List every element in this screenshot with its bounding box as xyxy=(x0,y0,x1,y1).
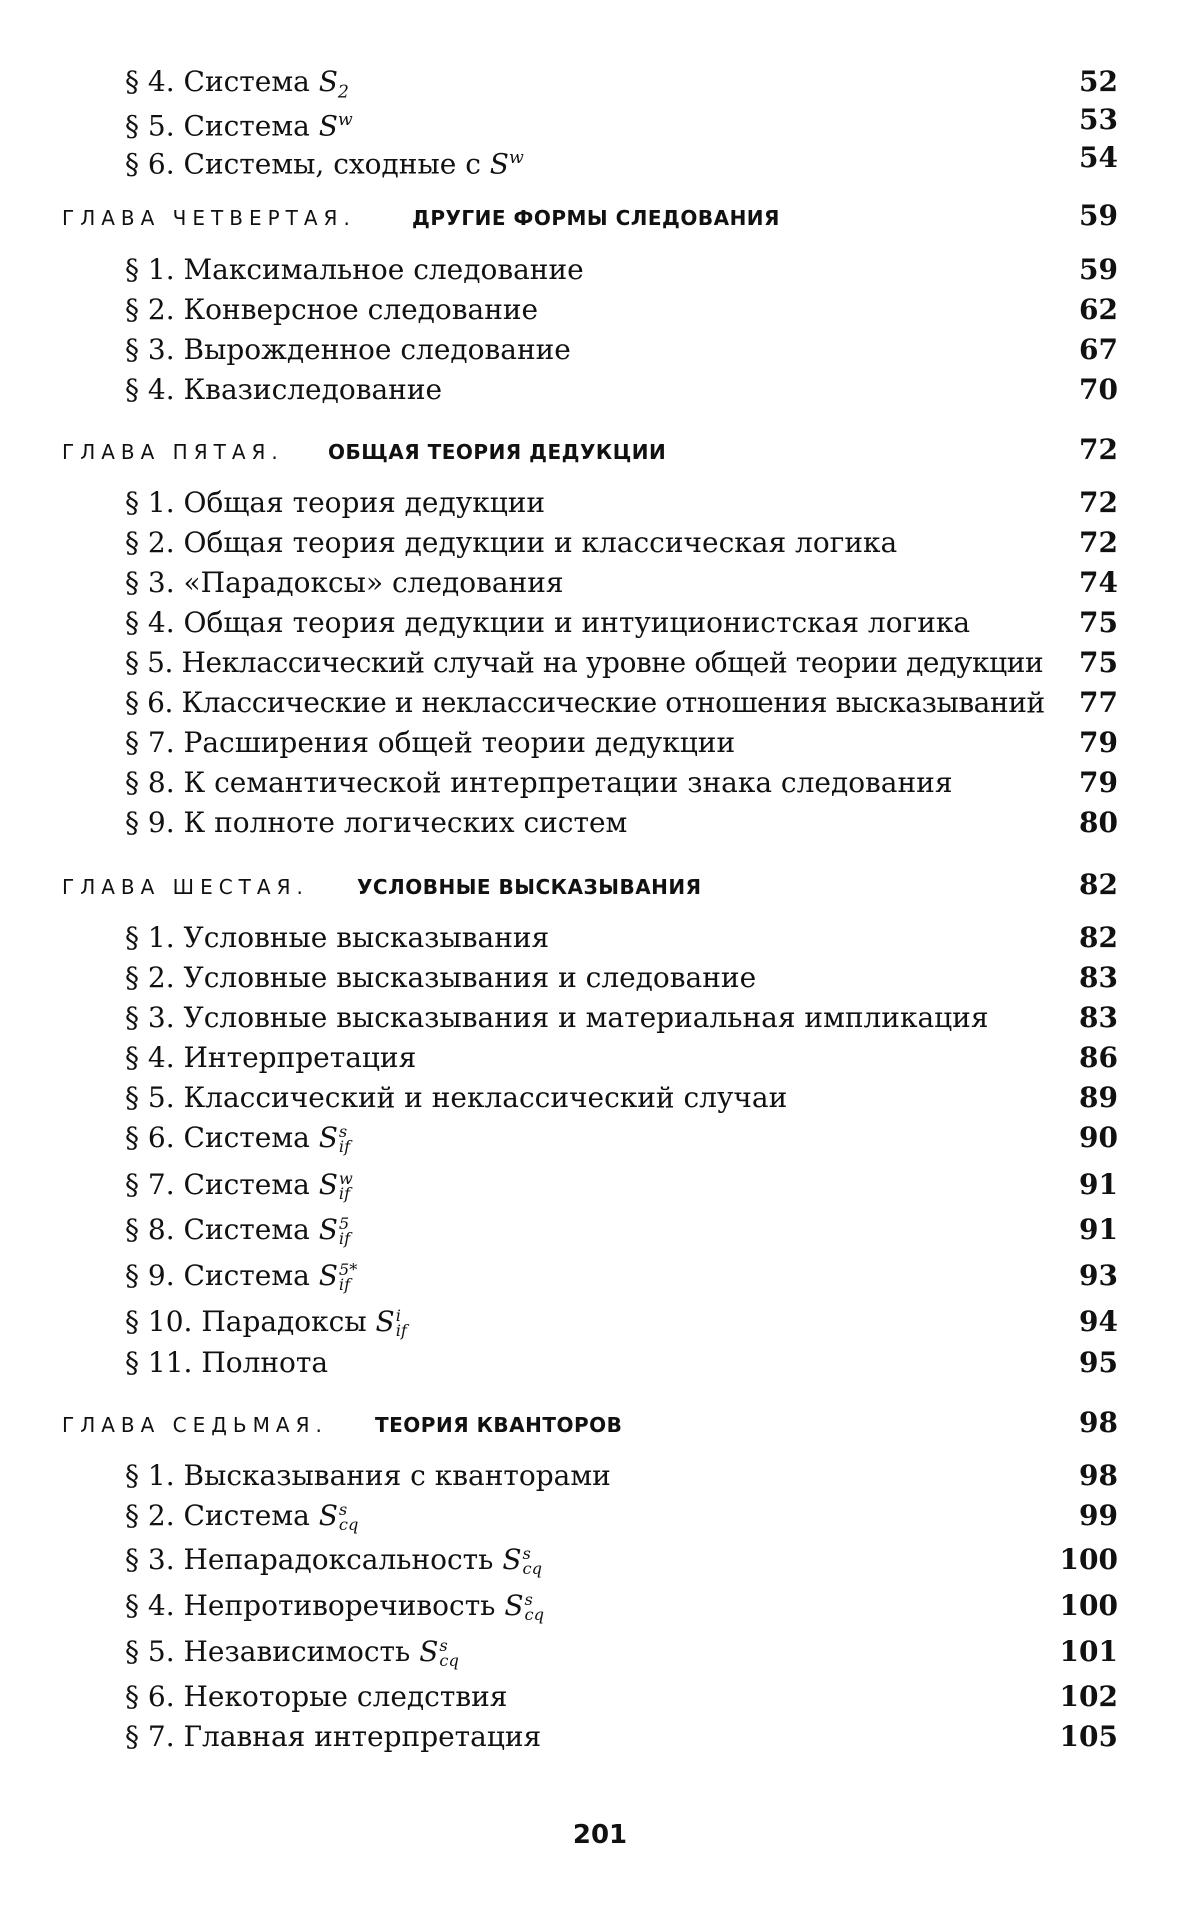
toc-entry-text: § 8. К семантической интерпретации знака следования xyxy=(125,766,953,799)
chapter-heading xyxy=(0,430,1200,470)
toc-page-number: 98 xyxy=(1079,1459,1118,1492)
toc-entry-text: § 4. Система xyxy=(125,65,319,98)
chapter-heading xyxy=(0,865,1200,905)
toc-entry xyxy=(0,1210,1200,1250)
toc-page-number: 94 xyxy=(1079,1305,1118,1338)
toc-entry xyxy=(0,1677,1200,1717)
toc-entry-title xyxy=(125,1169,353,1201)
toc-entry-text: § 6. Некоторые следствия xyxy=(125,1680,508,1713)
toc-page-number: 52 xyxy=(1079,65,1118,98)
toc-entry-text: § 6. Классические и неклассические отношения высказываний xyxy=(125,686,1045,719)
toc-entry xyxy=(0,1456,1200,1496)
toc-entry-title xyxy=(125,142,524,180)
toc-entry xyxy=(0,603,1200,643)
toc-entry-text: § 1. Общая теория дедукции xyxy=(125,486,546,519)
toc-page-number: 89 xyxy=(1079,1081,1118,1114)
toc-entry-title xyxy=(125,1636,459,1668)
symbol-subscript: cq xyxy=(338,1514,359,1534)
toc-page-number: 77 xyxy=(1079,686,1118,719)
symbol-subscript: cq xyxy=(524,1604,545,1624)
toc-page-number: 70 xyxy=(1079,373,1118,406)
toc-page-number: 90 xyxy=(1079,1121,1118,1154)
system-symbol: S xyxy=(504,1589,524,1622)
toc-entry xyxy=(0,1118,1200,1158)
toc-page-number: 79 xyxy=(1079,766,1118,799)
chapter-label: ГЛАВА ЧЕТВЕРТАЯ. xyxy=(62,206,356,230)
toc-page-number: 93 xyxy=(1079,1259,1118,1292)
toc-entry xyxy=(0,998,1200,1038)
toc-entry xyxy=(0,1586,1200,1626)
toc-page-number: 75 xyxy=(1079,606,1118,639)
toc-entry-text: § 4. Интерпретация xyxy=(125,1041,417,1074)
toc-entry-title xyxy=(125,1460,611,1492)
toc-entry-text: § 3. Непарадоксальность xyxy=(125,1543,503,1576)
toc-page-number: 82 xyxy=(1079,921,1118,954)
toc-entry-text: § 3. «Парадоксы» следования xyxy=(125,566,564,599)
chapter-page-number: 82 xyxy=(1079,868,1118,901)
system-symbol: S xyxy=(375,1305,395,1338)
symbol-indices xyxy=(338,1213,351,1248)
toc-entry xyxy=(0,1632,1200,1672)
page-number: 201 xyxy=(572,1820,628,1850)
toc-entry-title xyxy=(125,647,1043,679)
chapter-label: ГЛАВА СЕДЬМАЯ. xyxy=(62,1413,328,1437)
symbol-indices xyxy=(338,1499,359,1534)
toc-entry xyxy=(0,138,1200,181)
toc-entry-title xyxy=(125,294,538,326)
toc-entry-title xyxy=(125,1214,350,1246)
symbol-indices xyxy=(395,1305,407,1340)
toc-entry-text: § 2. Система xyxy=(125,1499,319,1532)
toc-entry xyxy=(0,1496,1200,1536)
symbol-superscript: w xyxy=(337,110,353,130)
toc-entry-title xyxy=(125,254,584,286)
symbol-superscript: 5* xyxy=(338,1259,358,1279)
symbol-superscript: w xyxy=(508,148,524,168)
symbol-superscript: s xyxy=(522,1543,531,1563)
toc-entry xyxy=(0,1038,1200,1078)
chapter-heading xyxy=(0,196,1200,236)
symbol-subscript: if xyxy=(338,1274,351,1294)
chapter-label: ГЛАВА ШЕСТАЯ. xyxy=(62,875,309,899)
toc-entry-title xyxy=(125,767,953,799)
toc-entry-text: § 5. Независимость xyxy=(125,1635,420,1668)
toc-entry-title xyxy=(125,487,545,519)
toc-entry-text: § 7. Главная интерпретация xyxy=(125,1720,542,1753)
toc-entry xyxy=(0,250,1200,290)
toc-entry xyxy=(0,563,1200,603)
symbol-subscript: cq xyxy=(522,1558,543,1578)
toc-entry-title xyxy=(125,1082,787,1114)
chapter-heading xyxy=(0,1403,1200,1443)
toc-entry-text: § 7. Система xyxy=(125,1168,319,1201)
system-symbol: S xyxy=(318,1499,338,1532)
symbol-indices xyxy=(439,1635,459,1670)
system-symbol: S xyxy=(318,1259,338,1292)
symbol-subscript: if xyxy=(338,1183,351,1203)
toc-page-number: 62 xyxy=(1079,293,1118,326)
toc-entry-title xyxy=(125,1306,407,1338)
chapter-title: УСЛОВНЫЕ ВЫСКАЗЫВАНИЯ xyxy=(357,875,702,899)
toc-entry-text: § 2. Конверсное следование xyxy=(125,293,539,326)
toc-entry-title xyxy=(125,607,970,639)
toc-entry xyxy=(0,483,1200,523)
system-symbol: S xyxy=(318,1213,338,1246)
toc-page-number: 72 xyxy=(1079,486,1118,519)
toc-entry-text: § 6. Система xyxy=(125,1121,319,1154)
toc-page-number: 102 xyxy=(1059,1680,1118,1713)
toc-entry xyxy=(0,1343,1200,1383)
toc-entry-title xyxy=(125,962,756,994)
toc-entry xyxy=(0,1165,1200,1205)
system-symbol: S xyxy=(489,147,509,181)
toc-page-number: 100 xyxy=(1059,1543,1118,1576)
toc-page-number: 80 xyxy=(1079,806,1118,839)
toc-entry-text: § 1. Условные высказывания xyxy=(125,921,550,954)
toc-page-number: 95 xyxy=(1079,1346,1118,1379)
toc-entry xyxy=(0,958,1200,998)
toc-entry-title xyxy=(125,687,1045,719)
chapter-page-number: 72 xyxy=(1079,433,1118,466)
symbol-indices xyxy=(338,1259,358,1294)
toc-entry-title xyxy=(125,1260,357,1292)
system-symbol: S xyxy=(318,1168,338,1201)
toc-entry-text: § 11. Полнота xyxy=(125,1346,329,1379)
toc-entry-title xyxy=(125,1590,544,1622)
toc-page-number: 101 xyxy=(1059,1635,1118,1668)
toc-entry-title xyxy=(125,1544,542,1576)
toc-page-number: 99 xyxy=(1079,1499,1118,1532)
toc-entry-text: § 5. Неклассический случай на уровне общей теории дедукции xyxy=(125,646,1044,679)
toc-entry-title xyxy=(125,727,735,759)
toc-entry-text: § 10. Парадоксы xyxy=(125,1305,376,1338)
toc-page-number: 83 xyxy=(1079,961,1118,994)
toc-entry xyxy=(0,1717,1200,1757)
system-symbol: S xyxy=(318,109,338,143)
toc-entry-title xyxy=(125,1347,328,1379)
toc-entry-text: § 4. Квазиследование xyxy=(125,373,443,406)
toc-entry-text: § 8. Система xyxy=(125,1213,319,1246)
chapter-label: ГЛАВА ПЯТАЯ. xyxy=(62,440,284,464)
toc-page-number: 54 xyxy=(1079,141,1118,174)
toc-page-number: 100 xyxy=(1059,1589,1118,1622)
symbol-superscript: s xyxy=(338,1121,348,1141)
chapter-title: ТЕОРИЯ КВАНТОРОВ xyxy=(375,1413,623,1437)
symbol-superscript: 5 xyxy=(338,1213,350,1233)
toc-entry xyxy=(0,290,1200,330)
toc-entry-text: § 3. Условные высказывания и материальная импликация xyxy=(125,1001,989,1034)
toc-entry-text: § 3. Вырожденное следование xyxy=(125,333,571,366)
symbol-superscript: s xyxy=(439,1635,448,1655)
toc-entry-text: § 5. Система xyxy=(125,109,319,143)
chapter-page-number: 98 xyxy=(1079,1406,1118,1439)
toc-entry xyxy=(0,763,1200,803)
symbol-indices xyxy=(522,1543,543,1578)
symbol-indices xyxy=(338,1121,351,1156)
chapter-title: ОБЩАЯ ТЕОРИЯ ДЕДУКЦИИ xyxy=(328,440,667,464)
toc-entry-text: § 4. Общая теория дедукции и интуиционистская логика xyxy=(125,606,971,639)
system-symbol: S xyxy=(419,1635,439,1668)
symbol-subscript: if xyxy=(338,1136,351,1156)
toc-page-number: 91 xyxy=(1079,1213,1118,1246)
toc-entry-title xyxy=(125,374,442,406)
toc-entry-title xyxy=(125,1500,358,1532)
system-symbol: S xyxy=(318,1121,338,1154)
toc-entry-title xyxy=(125,1042,416,1074)
toc-entry-title xyxy=(125,104,353,142)
symbol-subscript: 2 xyxy=(337,82,349,103)
toc-entry-title xyxy=(125,922,549,954)
toc-entry xyxy=(0,370,1200,410)
toc-page-number: 91 xyxy=(1079,1168,1118,1201)
toc-entry xyxy=(0,803,1200,843)
toc-entry-text: § 2. Общая теория дедукции и классическая логика xyxy=(125,526,898,559)
toc-entry-title xyxy=(125,1681,507,1713)
toc-entry-title xyxy=(125,567,564,599)
symbol-superscript: w xyxy=(338,1168,353,1188)
toc-entry xyxy=(0,643,1200,683)
toc-entry-text: § 9. Система xyxy=(125,1259,319,1292)
toc-entry-text: § 5. Классический и неклассический случаи xyxy=(125,1081,788,1114)
toc-entry xyxy=(0,1078,1200,1118)
system-symbol: S xyxy=(318,65,338,98)
toc-entry-title xyxy=(125,1122,350,1154)
toc-page-number: 83 xyxy=(1079,1001,1118,1034)
toc-page-number: 86 xyxy=(1079,1041,1118,1074)
toc-page-number: 67 xyxy=(1079,333,1118,366)
toc-entry-text: § 4. Непротиворечивость xyxy=(125,1589,505,1622)
toc-entry xyxy=(0,62,1200,102)
toc-entry-text: § 7. Расширения общей теории дедукции xyxy=(125,726,736,759)
toc-entry xyxy=(0,683,1200,723)
toc-entry-text: § 2. Условные высказывания и следование xyxy=(125,961,757,994)
symbol-superscript: s xyxy=(338,1499,348,1519)
toc-page-number: 53 xyxy=(1079,103,1118,136)
symbol-superscript: s xyxy=(524,1589,533,1609)
toc-entry xyxy=(0,1540,1200,1580)
symbol-subscript: if xyxy=(338,1228,351,1248)
toc-page-number: 75 xyxy=(1079,646,1118,679)
toc-entry-text: § 9. К полноте логических систем xyxy=(125,806,628,839)
toc-page-number: 79 xyxy=(1079,726,1118,759)
toc-page-number: 74 xyxy=(1079,566,1118,599)
toc-entry xyxy=(0,918,1200,958)
toc-entry-text: § 1. Высказывания с кванторами xyxy=(125,1459,611,1492)
toc-entry-title xyxy=(125,527,897,559)
toc-page-number: 59 xyxy=(1079,253,1118,286)
toc-entry-title xyxy=(125,1721,541,1753)
toc-entry xyxy=(0,1302,1200,1342)
system-symbol: S xyxy=(502,1543,522,1576)
symbol-subscript: cq xyxy=(439,1650,459,1670)
symbol-indices xyxy=(524,1589,545,1624)
symbol-superscript: i xyxy=(395,1305,401,1325)
toc-entry xyxy=(0,330,1200,370)
toc-entry-title xyxy=(125,334,571,366)
chapter-page-number: 59 xyxy=(1079,199,1118,232)
toc-page-number: 72 xyxy=(1079,526,1118,559)
toc-entry-title xyxy=(125,807,627,839)
toc-entry xyxy=(0,523,1200,563)
toc-entry xyxy=(0,1256,1200,1296)
toc-entry-title xyxy=(125,1002,989,1034)
toc-entry xyxy=(0,723,1200,763)
chapter-title: ДРУГИЕ ФОРМЫ СЛЕДОВАНИЯ xyxy=(412,206,780,230)
toc-entry xyxy=(0,100,1200,143)
symbol-indices xyxy=(338,1168,353,1203)
toc-entry-text: § 6. Системы, сходные с xyxy=(125,147,490,181)
toc-page-number: 105 xyxy=(1059,1720,1118,1753)
toc-entry-text: § 1. Максимальное следование xyxy=(125,253,584,286)
symbol-subscript: if xyxy=(395,1320,407,1340)
